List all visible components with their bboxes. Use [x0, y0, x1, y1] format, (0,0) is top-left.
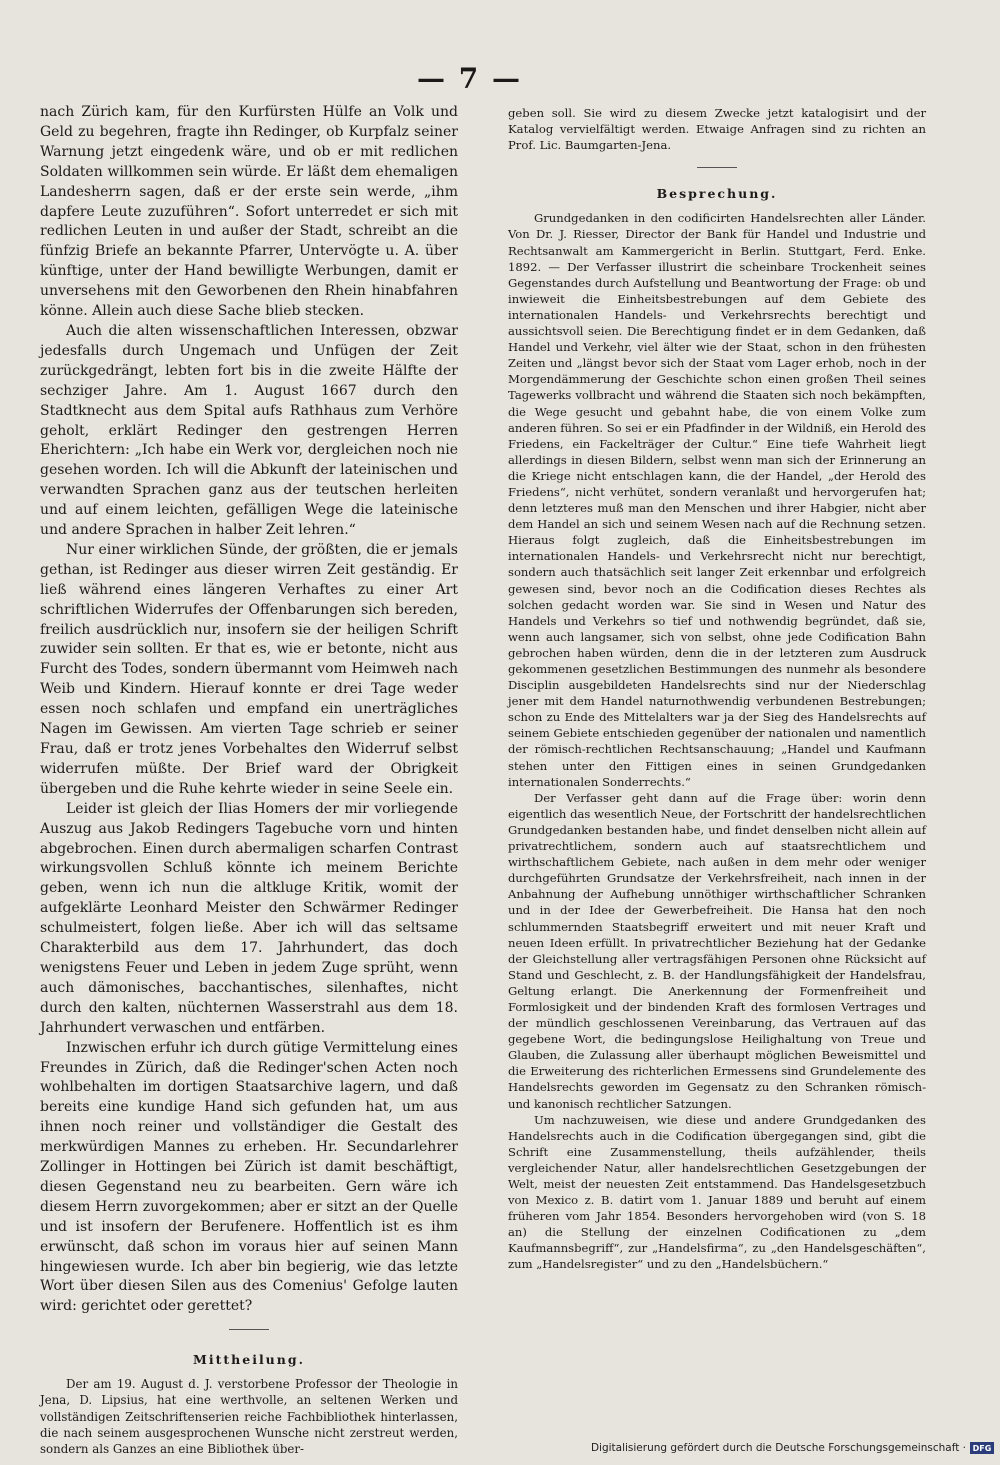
left-column — [40, 103, 458, 1458]
notice-text: Der am 19. August d. J. verstorbene Professor der Theologie in Jena, D. Lipsius, hat eine werthvolle, an seltenen Werken und vollständigen Zeitschriftenserien reiche Fachbibliothek hinterlassen, die nach seinem ausgesprochenen Wunsche nicht zerstreut werden, sondern als Ganzes an eine Bibliothek über- — [40, 1377, 458, 1457]
review-paragraph: Um nachzuweisen, wie diese und andere Grundgedanken des Handelsrechts auch in die Codification übergegangen sind, gibt die Schrift eine Zusammenstellung, theils aufzählender, theils vergleichender Natur, aller handelsrechtlichen Gesetzgebungen der Welt, meist der neuesten Zeit entstammend. Das Handelsgesetzbuch von Mexico z. B. datirt vom 1. Januar 1889 und beruht auf einem früheren vom Jahr 1854. Besonders hervorgehoben wird (von S. 18 an) die Stellung der einzelnen Codificationen zu „dem Kaufmannsbegriff“, zur „Handelsfirma“, zu „den Handelsgeschäften“, zum „Handelsregister“ und zu den „Handelsbüchern.“ — [508, 1112, 926, 1272]
digitization-footer — [591, 1439, 994, 1457]
page-number: — 7 — — [417, 62, 522, 95]
footer-text: Digitalisierung gefördert durch die Deutsche Forschungsgemeinschaft · — [590, 1442, 966, 1454]
section-divider — [229, 1329, 269, 1330]
right-column — [508, 105, 926, 1273]
paragraph: Nur einer wirklichen Sünde, der größten, die er jemals gethan, ist Redinger aus dieser wirren Zeit geständig. Er ließ während eines längeren Verhaftes zu einer Art schriftlichen Widerrufes der Offenbarungen sich bereden, freilich ausdrücklich nur, insofern sie der heiligen Schrift zuwider sein sollten. Er that es, wie er betonte, nicht aus Furcht des Todes, sondern übermannt vom Heimweh nach Weib und Kindern. Hierauf konnte er drei Tage weder essen noch schlafen und empfand ein unerträgliches Nagen im Gewissen. Am vierten Tage schrieb er seiner Frau, daß er trotz jenes Vorbehaltes den Widerruf selbst widerrufen müßte. Der Brief ward der Obrigkeit übergeben und die Ruhe kehrte wieder in seine Seele ein. — [40, 541, 458, 797]
review-paragraph: Der Verfasser geht dann auf die Frage über: worin denn eigentlich das wesentlich Neue, der Fortschritt der handelsrechtlichen Grundgedanken bestanden habe, und findet denselben nicht allein auf privatrechtlichem, sondern auch auf staatsrechtlichem und wirthschaftlichem Gebiete, nach außen in dem mehr oder weniger durchgeführten Grundsatze der Verkehrsfreiheit, nach innen in der Anbahnung der Aufhebung unnöthiger wirthschaftlicher Schranken und in der Idee der Gewerbefreiheit. Die Hansa hat den noch schlummernden Staatsbegriff erweitert und mit neuer Kraft und neuen Ideen erfüllt. In privatrechtlicher Beziehung hat der Gedanke der Gleichstellung aller vertragsfähigen Personen ohne Rücksicht auf Stand und Geschlecht, z. B. der Handlungsfähigkeit der Handelsfrau, Geltung erlangt. Die Anerkennung der Formenfreiheit und Formlosigkeit und der bindenden Kraft des formlosen Vertrages und der mündlich geschlossenen Vereinbarung, das Vertrauen auf das gegebene Wort, die bedingungslose Heilighaltung von Treue und Glauben, die Zulassung aller überhaupt möglichen Beweismittel und die Erweiterung des richterlichen Ermessens sind Grundelemente des Handelsrechts geworden im Gegensatz zu den Schranken römisch- und kanonisch rechtlicher Satzungen. — [508, 790, 926, 1111]
paragraph: Leider ist gleich der Ilias Homers der mir vorliegende Auszug aus Jakob Redingers Tagebuche vorn und hinten abgebrochen. Einen durch abermaligen scharfen Contrast wirkungsvollen Schluß könnte ich meinem Berichte geben, wenn ich nun die altkluge Kritik, womit der aufgeklärte Leonhard Meister den Schwärmer Redinger schulmeistert, folgen ließe. Aber ich will das seltsame Charakterbild aus dem 17. Jahrhundert, das doch wenigstens Feuer und Leben in jedem Zuge sprüht, wenn auch dämonisches, bacchantisches, silenhaftes, nicht durch den kalten, nüchternen Wasserstrahl aus dem 18. Jahrhundert verwaschen und entfärben. — [40, 800, 458, 1036]
review-heading: Besprechung. — [656, 186, 778, 202]
review-paragraph: Grundgedanken in den codificirten Handelsrechten aller Länder. Von Dr. J. Riesser, Director der Bank für Handel und Industrie und Rechtsanwalt am Kammergericht in Berlin. Stuttgart, Ferd. Enke. 1892. — Der Verfasser illustrirt die scheinbare Trockenheit seines Gegenstandes durch Aufstellung und Beantwortung der Frage: ob und inwieweit die Einheitsbestrebungen auf dem Gebiete des internationalen Handels- und Verkehrsrechts berechtigt und aussichtsvoll seien. Die Berechtigung findet er in dem Gedanken, daß Handel und Verkehr, viel älter wie der Staat, schon in den frühesten Zeiten und „längst bevor sich der Staat vom Lager erhob, noch in der Morgendämmerung der Geschichte schon einen großen Theil seines Tagewerks vollbracht und während die Staaten sich noch bekämpften, die Wege gesucht und gebahnt habe, die von einem Volke zum anderen führen. So sei er ein Pfadfinder in der Wildniß, ein Herold des Friedens, ein Fackelträger der Cultur.“ Eine tiefe Wahrheit liegt allerdings in diesen Bildern, selbst wenn man sich der Erinnerung an die Kriege nicht entschlagen kann, die der Handel, „der Herold des Friedens“, nicht verhütet, sondern veranlaßt und hervorgerufen hat; denn letzteres muß man den Menschen und ihrer Habgier, nicht aber dem Handel an sich und seinem Wesen nach auf die Rechnung setzen. Hieraus folgt zugleich, daß die Einheitsbestrebungen im internationalen Handels- und Verkehrsrecht nicht nur berechtigt, sondern auch thatsächlich seit langer Zeit erkennbar und erfolgreich gewesen sind, bevor noch an die Codification dieses Rechtes als solchen gedacht worden war. Sie sind in Wesen und Natur des Handels und Verkehrs so tief und nothwendig begründet, daß sie, wenn auch langsamer, sich von selbst, ohne jede Codification Bahn gebrochen haben würden, denn die in der letzteren zum Ausdruck gekommenen gesetzlichen Bestimmungen des nunmehr als besondere Disciplin ausgebildeten Handelsrechts sind nur der Niederschlag jener mit dem Handel naturnothwendig verbundenen Bestrebungen; schon zu Ende des Mittelalters war ja der Sieg des Handelsrechts auf seinem Gebiete entschieden gegenüber der nationalen und namentlich der römisch-rechtlichen Rechtsanschauung; „Handel und Kaufmann stehen unter den Fittigen eines in seinen Grundgedanken internationalen Sonderrechts.“ — [508, 211, 926, 789]
paragraph: Auch die alten wissenschaftlichen Interessen, obzwar jedesfalls durch Ungemach und Unfügen der Zeit zurückgedrängt, lebten fort bis in die zweite Hälfte der sechziger Jahre. Am 1. August 1667 durch den Stadtknecht aus dem Spital aufs Rathhaus zum Verhöre geholt, erklärt Redinger den gestrengen Herren Eherichtern: „Ich habe ein Werk vor, dergleichen noch nie gesehen worden. Ich will die Abkunft der lateinischen und verwandten Sprachen ganz aus der teutschen herleiten und auf einem leichten, gefälligen Wege die lateinische und andere Sprachen in halber Zeit lehren.“ — [40, 322, 458, 539]
paragraph: nach Zürich kam, für den Kurfürsten Hülfe an Volk und Geld zu begehren, fragte ihn Redinger, ob Kurpfalz seiner Warnung jetzt eingedenk wäre, und ob er mit redlichen Soldaten willkommen sein würde. Er läßt dem ehemaligen Landesherrn sagen, daß er der erste sein werde, „ihm dapfere Leute zuzuführen“. Sofort unterredet er sich mit redlichen Leuten in und außer der Stadt, schreibt an die fünfzig Briefe an bekannte Pfarrer, Untervögte u. A. über künftige, unter der Hand bewilligte Werbungen, damit er unversehens mit den Geworbenen den Rhein hinabfahren könne. Allein auch diese Sache blieb stecken. — [40, 104, 458, 320]
dfg-logo: DFG — [970, 1442, 994, 1454]
notice-heading: Mittheilung. — [193, 1352, 305, 1368]
notice-continuation: geben soll. Sie wird zu diesem Zwecke jetzt katalogisirt und der Katalog vervielfältigt werden. Etwaige Anfragen sind zu richten an Prof. Lic. Baumgarten-Jena. — [508, 106, 926, 153]
paragraph: Inzwischen erfuhr ich durch gütige Vermittelung eines Freundes in Zürich, daß die Redinger'schen Acten noch wohlbehalten im dortigen Staatsarchive lagern, und daß bereits eine kundige Hand sich gefunden hat, um aus ihnen noch reiner und vollständiger die Gestalt des merkwürdigen Mannes zu erheben. Hr. Secundarlehrer Zollinger in Hottingen bei Zürich ist damit beschäftigt, diesen Gegenstand neu zu bearbeiten. Gern wäre ich diesem Herrn zuvorgekommen; aber er sitzt an der Quelle und ist insofern der Berufenere. Hoffentlich ist es ihm erwünscht, daß schon im voraus hier auf seinen Mann hingewiesen wurde. Ich aber bin begierig, wie das letzte Wort über diesen Silen aus des Comenius' Gefolge lauten wird: gerichtet oder gerettet? — [40, 1039, 458, 1315]
section-divider — [697, 167, 737, 168]
